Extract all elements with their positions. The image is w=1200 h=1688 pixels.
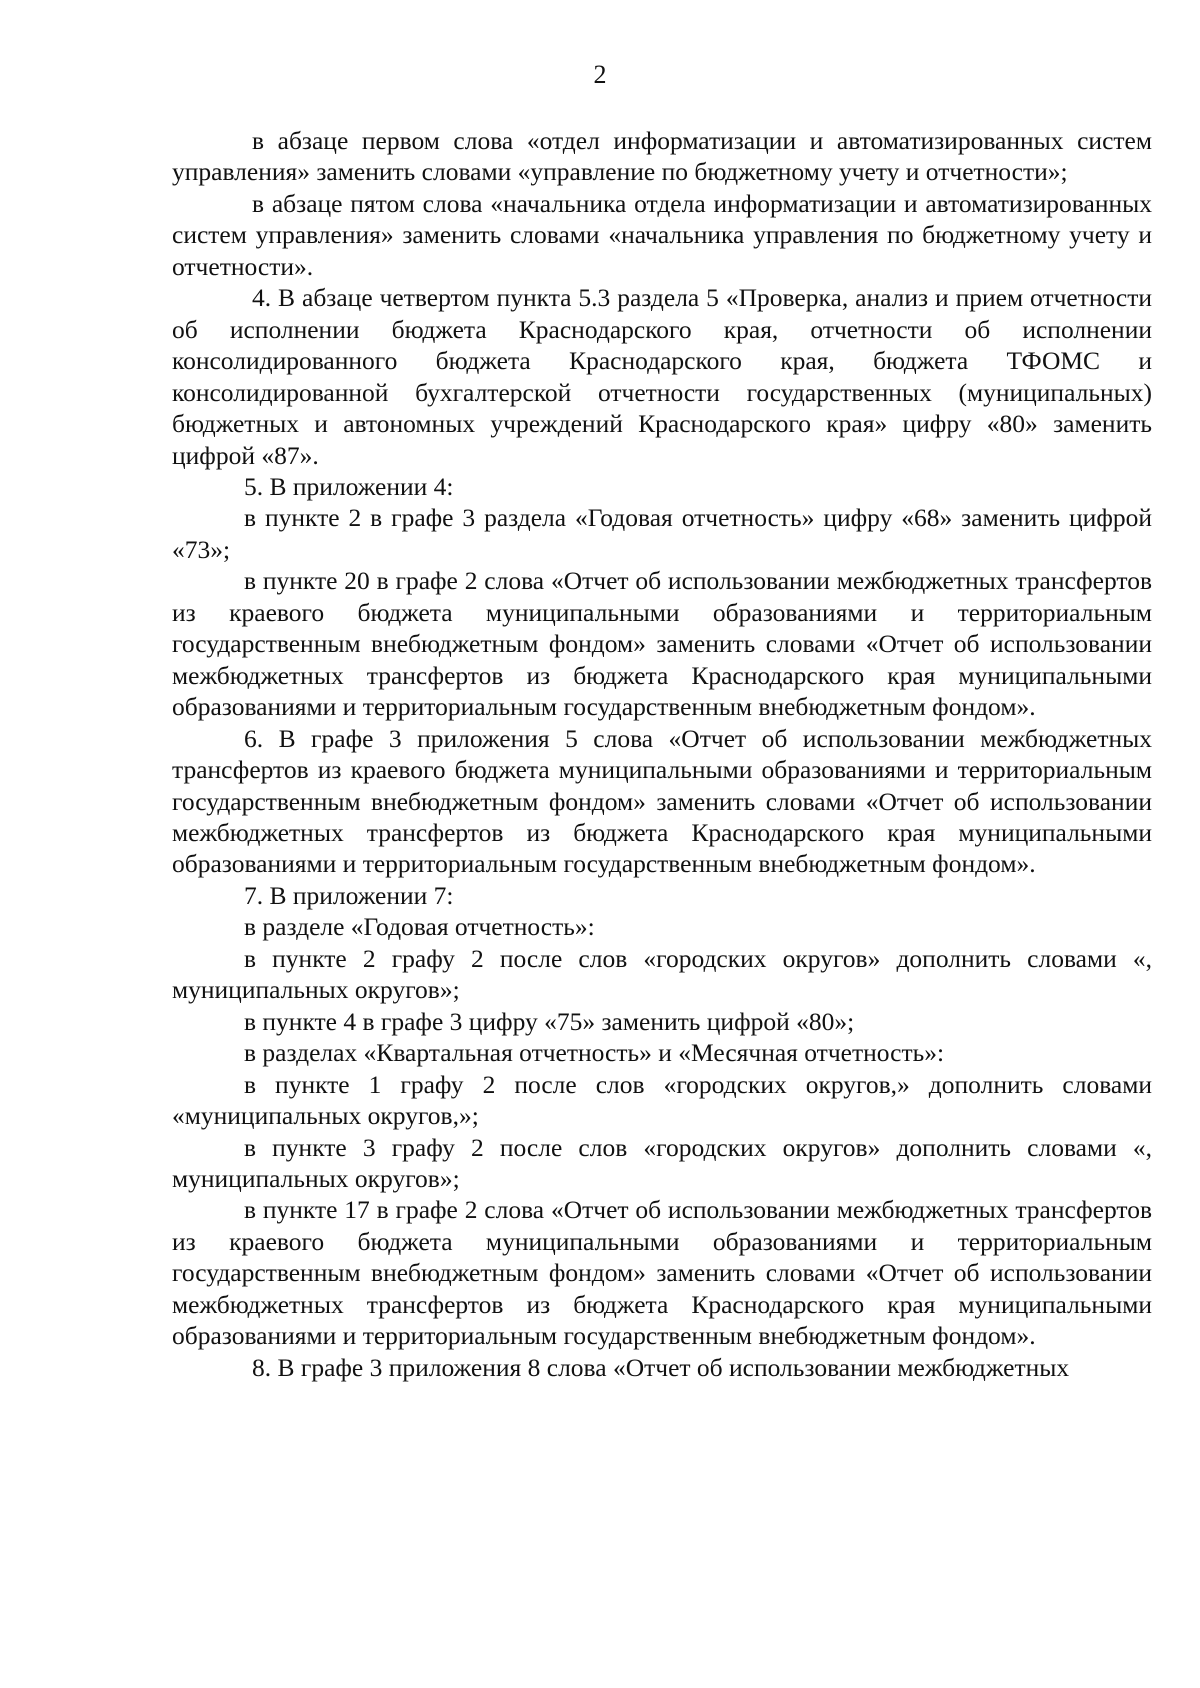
paragraph: в разделе «Годовая отчетность»: — [244, 912, 595, 942]
paragraph: 7. В приложении 7: — [244, 880, 454, 910]
paragraph: в пункте 2 графу 2 после слов «городских округов» дополнить словами «, муниципальных округов»; — [172, 943, 1152, 1005]
page-number: 2 — [593, 60, 607, 89]
paragraph: в абзаце пятом слова «начальника отдела информатизации и автоматизированных систем управления» заменить словами «начальника управления по бюджетному учету и отчетности». — [172, 188, 1152, 281]
paragraph: в пункте 17 в графе 2 слова «Отчет об использовании межбюджетных трансфертов из краевого бюджета муниципальными образованиями и территориальным государственным внебюджетным фондом» заменить словами «Отчет об использовании межбюджетных трансфертов из бюджета Краснодарского края муниципальными образованиями и территориальным государственным внебюджетным фондом». — [172, 1195, 1152, 1351]
paragraph: в пункте 1 графу 2 после слов «городских округов,» дополнить словами «муниципальных округов,»; — [172, 1069, 1152, 1131]
paragraph: в пункте 20 в графе 2 слова «Отчет об использовании межбюджетных трансфертов из краевого бюджета муниципальными образованиями и территориальным государственным внебюджетным фондом» заменить словами «Отчет об использовании межбюджетных трансфертов из бюджета Краснодарского края муниципальными образованиями и территориальным государственным внебюджетным фондом». — [172, 566, 1152, 722]
paragraph: 4. В абзаце четвертом пункта 5.3 раздела 5 «Проверка, анализ и прием отчетности об исполнении бюджета Краснодарского края, отчетности об исполнении консолидированного бюджета Краснодарского края, бюджета ТФОМС и консолидированной бухгалтерской отчетности государственных (муниципальных) бюджетных и автономных учреждений Краснодарского края» цифру «80» заменить цифрой «87». — [172, 283, 1152, 470]
paragraph: в пункте 2 в графе 3 раздела «Годовая отчетность» цифру «68» заменить цифрой «73»; — [172, 503, 1152, 564]
paragraph: в пункте 3 графу 2 после слов «городских округов» дополнить словами «, муниципальных округов»; — [172, 1132, 1152, 1193]
paragraph: в абзаце первом слова «отдел информатизации и автоматизированных систем управления» заменить словами «управление по бюджетному учету и отчетности»; — [172, 126, 1152, 187]
document-body — [172, 125, 1152, 1383]
paragraph: в разделах «Квартальная отчетность» и «Месячная отчетность»: — [244, 1038, 945, 1068]
paragraph: 6. В графе 3 приложения 5 слова «Отчет об использовании межбюджетных трансфертов из краевого бюджета муниципальными образованиями и территориальным государственным внебюджетным фондом» заменить словами «Отчет об использовании межбюджетных трансфертов из бюджета Краснодарского края муниципальными образованиями и территориальным государственным внебюджетным фондом». — [172, 723, 1152, 879]
paragraph: 5. В приложении 4: — [244, 471, 454, 501]
paragraph: 8. В графе 3 приложения 8 слова «Отчет об использовании межбюджетных — [252, 1352, 1070, 1382]
paragraph: в пункте 4 в графе 3 цифру «75» заменить цифрой «80»; — [244, 1006, 855, 1036]
